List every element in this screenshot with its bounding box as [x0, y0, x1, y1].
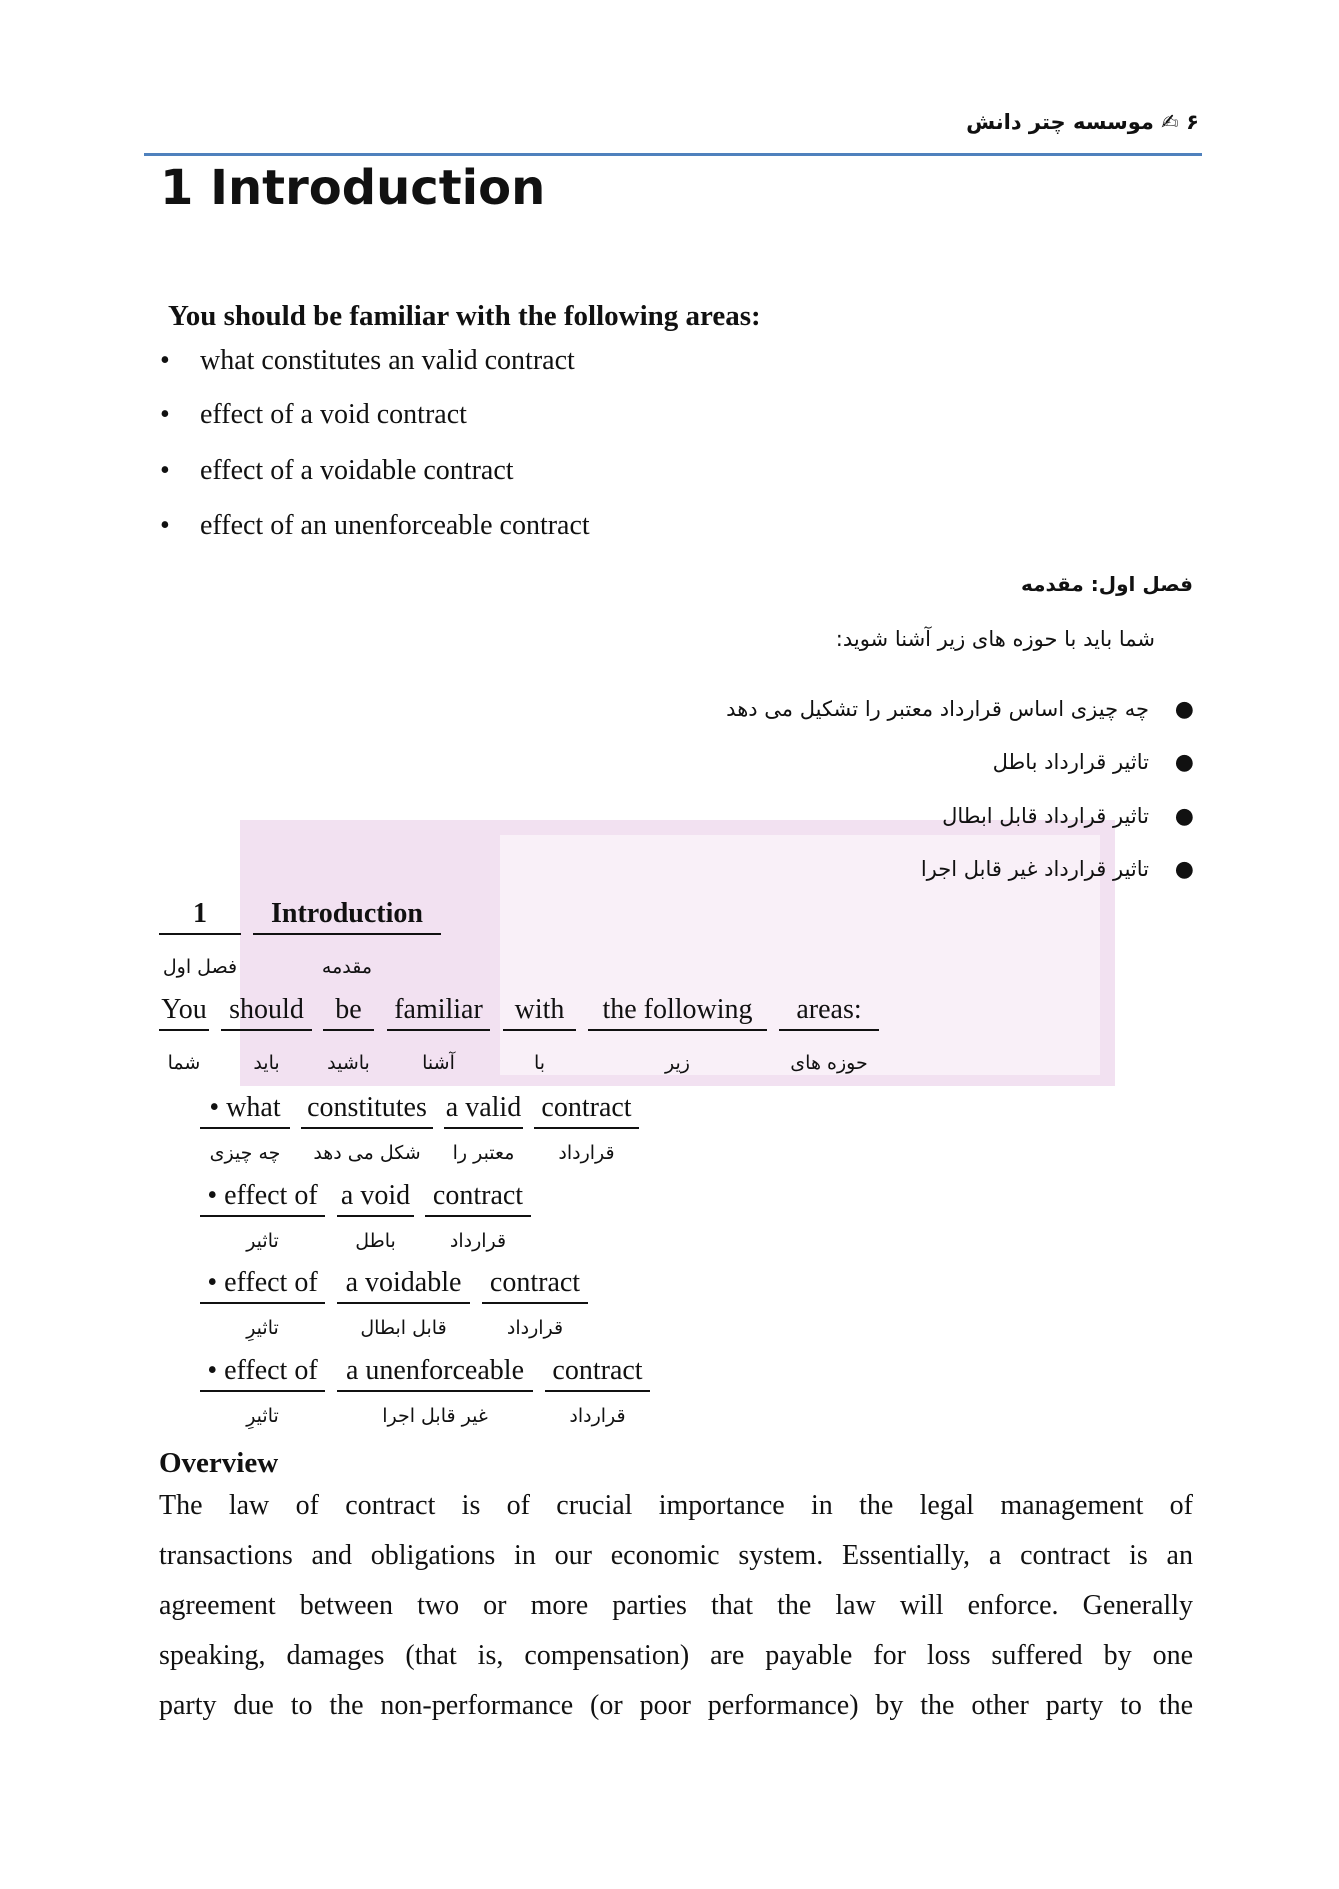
bullet-text: what constitutes an valid contract [200, 345, 575, 376]
gloss-english-word: contract [482, 1267, 588, 1304]
gloss-english-word: • effect of [200, 1355, 325, 1392]
persian-bullet-item [992, 750, 1194, 775]
gloss-english-word: 1 [159, 898, 241, 935]
persian-bullet-item [942, 804, 1194, 829]
gloss-english-word: be [323, 994, 374, 1031]
bullet-text: effect of an unenforceable contract [200, 510, 590, 541]
gloss-persian-word: با [533, 1052, 546, 1074]
gloss-english-word: contract [425, 1180, 531, 1217]
bullet-item [160, 399, 467, 431]
gloss-english-word: contract [534, 1092, 639, 1129]
gloss-english-word: should [221, 994, 312, 1031]
persian-bullet-text: تاثیر قرارداد باطل [992, 750, 1149, 774]
gloss-persian-word: باطل [355, 1230, 396, 1252]
overview-line: speaking, damages (that is, compensation) are payable for loss suffered by one [159, 1640, 1193, 1671]
bullet-item [160, 510, 590, 542]
gloss-english-word: • what [200, 1092, 290, 1129]
bullet-dot: • [160, 399, 170, 430]
bullet-dot: ● [1174, 804, 1194, 829]
bullet-dot: ● [1174, 750, 1194, 775]
gloss-persian-word: فصل اول [162, 956, 238, 978]
gloss-english-word: a void [337, 1180, 414, 1217]
gloss-persian-word: زیر [665, 1052, 690, 1074]
gloss-english-word: areas: [779, 994, 879, 1031]
running-header [966, 110, 1199, 134]
gloss-persian-word: معتبر را [452, 1142, 515, 1164]
lead-sentence: You should be familiar with the following areas: [168, 300, 761, 332]
page-number: ۶ [1186, 110, 1199, 134]
bullet-item [160, 345, 575, 377]
gloss-english-word: the following [588, 994, 767, 1031]
bullet-dot: • [160, 510, 170, 541]
gloss-english-word: a unenforceable [337, 1355, 533, 1392]
gloss-persian-word: آشنا [422, 1052, 455, 1074]
gloss-persian-word: تاثیرِ [246, 1405, 279, 1427]
bullet-item [160, 455, 514, 487]
persian-bullet-text: چه چیزی اساس قرارداد معتبر را تشکیل می دهد [726, 697, 1149, 721]
bullet-dot: ● [1174, 697, 1194, 722]
gloss-english-word: a voidable [337, 1267, 470, 1304]
persian-heading: فصل اول: مقدمه [1020, 572, 1193, 596]
gloss-persian-word: شما [167, 1052, 201, 1074]
gloss-persian-word: باشید [327, 1052, 370, 1074]
persian-bullet-text: تاثیر قرارداد غیر قابل اجرا [920, 857, 1149, 881]
overview-line: agreement between two or more parties that the law will enforce. Generally [159, 1590, 1193, 1621]
gloss-persian-word: شکل می دهد [313, 1142, 421, 1164]
gloss-english-word: with [503, 994, 576, 1031]
overview-line: The law of contract is of crucial importance in the legal management of [159, 1490, 1193, 1521]
gloss-persian-word: قرارداد [506, 1317, 564, 1339]
bullet-text: effect of a void contract [200, 399, 467, 430]
gloss-english-word: familiar [387, 994, 490, 1031]
persian-bullet-item [726, 697, 1194, 722]
header-rule [144, 153, 1202, 156]
chapter-title: 1 Introduction [160, 160, 546, 216]
persian-bullet-item [920, 857, 1194, 882]
gloss-persian-word: قرارداد [558, 1142, 615, 1164]
gloss-persian-word: چه چیزی [209, 1142, 281, 1164]
publisher-name: موسسه چتر دانش [966, 110, 1154, 134]
gloss-english-word: • effect of [200, 1180, 325, 1217]
gloss-persian-word: باید [253, 1052, 280, 1074]
gloss-persian-word: قرارداد [449, 1230, 507, 1252]
gloss-english-word: constitutes [301, 1092, 433, 1129]
gloss-english-word: a valid [444, 1092, 523, 1129]
overview-line: party due to the non-performance (or poor performance) by the other party to the [159, 1690, 1193, 1721]
gloss-persian-word: غیر قابل اجرا [382, 1405, 488, 1427]
bullet-dot: • [160, 455, 170, 486]
overview-line: transactions and obligations in our economic system. Essentially, a contract is an [159, 1540, 1193, 1571]
gloss-persian-word: قابل ابطال [360, 1317, 447, 1339]
bullet-dot: ● [1174, 857, 1194, 882]
gloss-english-word: contract [545, 1355, 650, 1392]
persian-lead: شما باید با حوزه های زیر آشنا شوید: [835, 627, 1155, 651]
gloss-english-word: You [159, 994, 209, 1031]
gloss-persian-word: تاثیر [246, 1230, 279, 1252]
persian-bullet-text: تاثیر قرارداد قابل ابطال [942, 804, 1149, 828]
gloss-persian-word: قرارداد [569, 1405, 626, 1427]
pen-writing-icon: ✍ [1161, 110, 1179, 134]
overview-heading: Overview [159, 1447, 279, 1479]
gloss-persian-word: تاثیرِ [246, 1317, 279, 1339]
gloss-english-word: Introduction [253, 898, 441, 935]
gloss-persian-word: مقدمه [321, 956, 373, 978]
bullet-text: effect of a voidable contract [200, 455, 514, 486]
gloss-english-word: • effect of [200, 1267, 325, 1304]
gloss-persian-word: حوزه های [790, 1052, 868, 1074]
bullet-dot: • [160, 345, 170, 376]
